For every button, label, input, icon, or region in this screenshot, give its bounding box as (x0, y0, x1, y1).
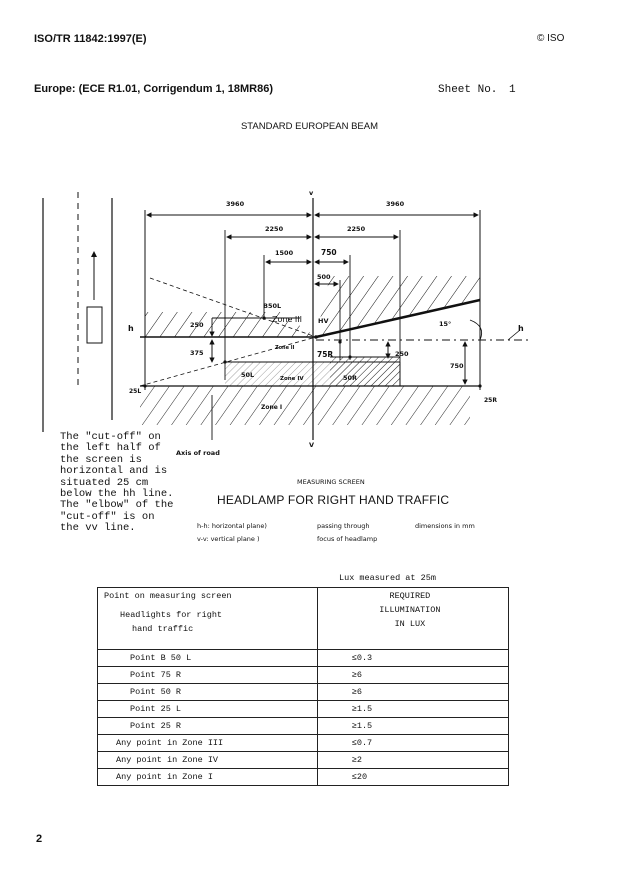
legend-passing: passing through (317, 522, 370, 530)
legend-hh: h-h: horizontal plane) (197, 522, 267, 530)
label-50r: 50R (343, 374, 358, 382)
col1-header: Point on measuring screen Headlights for right hand traffic (98, 588, 318, 650)
table-row: Point 25 R ≥1.5 (98, 718, 509, 735)
dim-250-right: 250 (395, 350, 409, 358)
zone1-hatch (140, 386, 470, 425)
label-axis-of-road: Axis of road (176, 449, 220, 457)
label-h-right: h (518, 324, 524, 333)
table-row: Any point in Zone I ≤20 (98, 769, 509, 786)
sheet-number: 1 (509, 84, 516, 96)
table-row: Any point in Zone III ≤0.7 (98, 735, 509, 752)
label-25l: 25L (129, 388, 142, 395)
cutoff-note: The "cut-off" on the left half of the screen is horizontal and is situated 25 cm below the hh line. The "elbow" of the "cut-off" is on the vv line. (60, 431, 174, 535)
road-lines (43, 192, 112, 432)
measuring-screen-label: MEASURING SCREEN (297, 478, 365, 486)
angle-15: 15° (439, 320, 452, 328)
dim-750-right: 750 (450, 362, 464, 370)
label-75r: 75R (317, 350, 334, 359)
label-zone2: Zone II (275, 345, 295, 351)
table-row: Any point in Zone IV ≥2 (98, 752, 509, 769)
table-header-row (98, 588, 509, 650)
dim-1500: 1500 (275, 249, 294, 257)
label-25r: 25R (484, 397, 497, 404)
headlamp-title: HEADLAMP FOR RIGHT HAND TRAFFIC (217, 493, 450, 507)
dim-250-left: 250 (190, 321, 204, 329)
page-number: 2 (36, 833, 43, 845)
dim-750: 750 (321, 248, 337, 257)
label-zone4: Zone IV (280, 376, 304, 382)
col2-header: REQUIRED ILLUMINATION IN LUX (317, 588, 508, 650)
figure-title: STANDARD EUROPEAN BEAM (240, 121, 379, 132)
illumination-table (97, 587, 509, 786)
sheet-label: Sheet No. (438, 84, 498, 96)
document-id: ISO/TR 11842:1997(E) (34, 33, 147, 45)
label-hv: HV (318, 317, 329, 325)
legend-dimensions: dimensions in mm (415, 522, 475, 530)
label-h-left: h (128, 324, 134, 333)
table-row: Point 75 R ≥6 (98, 667, 509, 684)
label-v-bottom: V (309, 441, 315, 449)
label-v-top: v (309, 189, 314, 197)
regulation-reference: Europe: (ECE R1.01, Corrigendum 1, 18MR86) (34, 83, 273, 95)
label-zone1: Zone I (261, 404, 283, 411)
legend-vv: v-v: vertical plane ) (197, 535, 260, 543)
copyright: © ISO (537, 33, 565, 44)
dim-right-outer: 3960 (386, 200, 405, 208)
legend-focus: focus of headlamp (317, 535, 378, 543)
dim-left-2250: 2250 (265, 225, 284, 233)
dim-500: 500 (317, 273, 331, 281)
label-b50l: B50L (263, 302, 282, 310)
dim-left-outer: 3960 (226, 200, 245, 208)
table-row: Point 50 R ≥6 (98, 684, 509, 701)
label-50l: 50L (241, 371, 255, 379)
dim-375: 375 (190, 349, 204, 357)
label-zone3: Zone III (272, 315, 302, 324)
table-caption: Lux measured at 25m (339, 573, 436, 583)
dim-right-2250: 2250 (347, 225, 366, 233)
table-row: Point B 50 L ≤0.3 (98, 650, 509, 667)
table-row: Point 25 L ≥1.5 (98, 701, 509, 718)
